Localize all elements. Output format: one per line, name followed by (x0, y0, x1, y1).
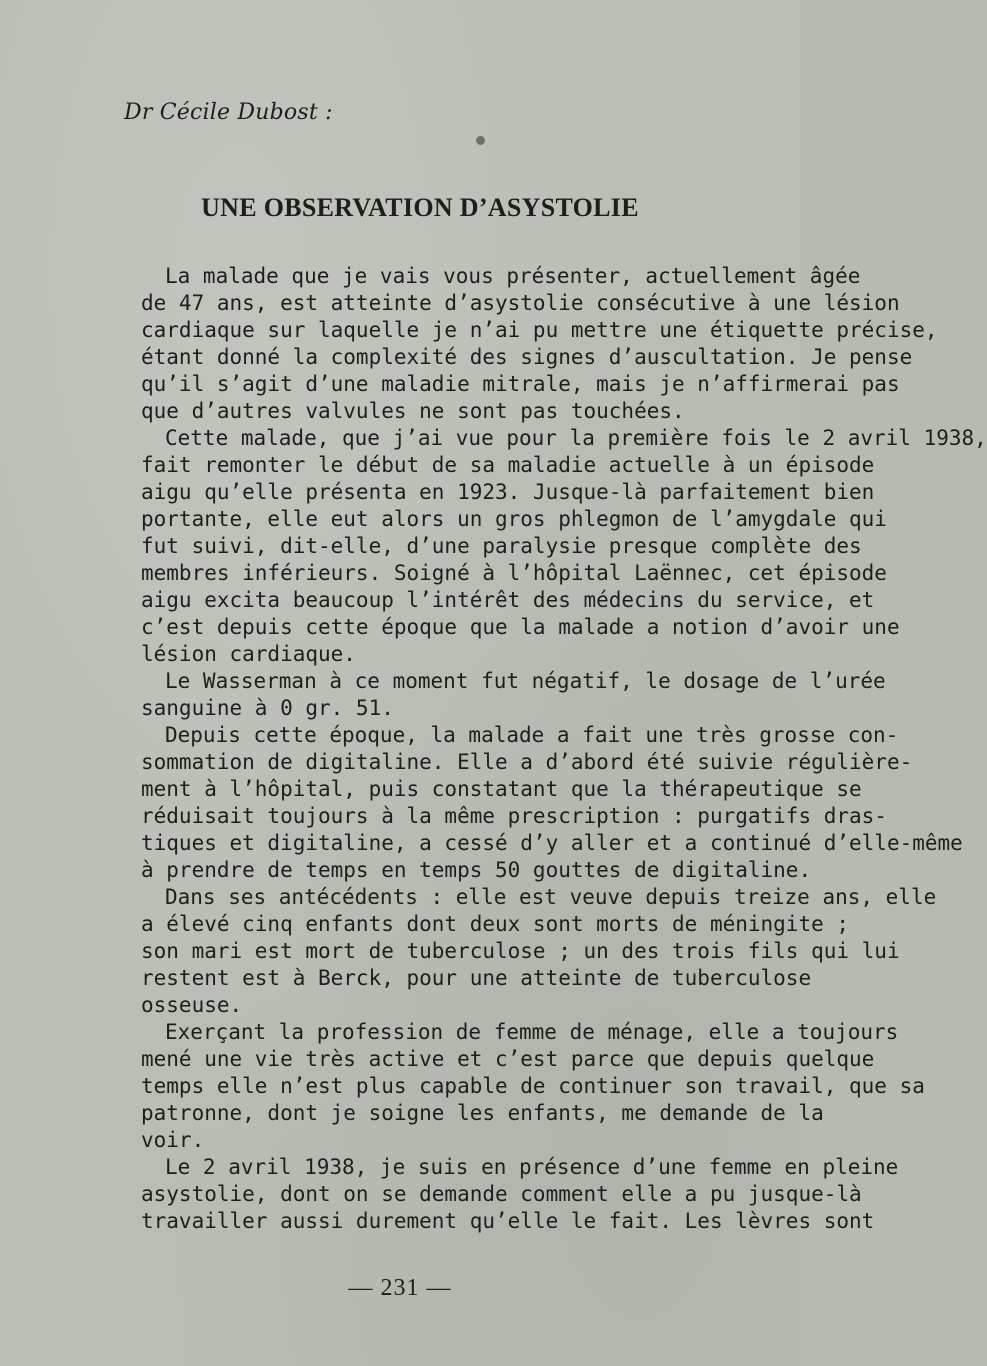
ink-speck (476, 136, 485, 145)
text-line: sommation de digitaline. Elle a d’abord été suivie régulière- (141, 750, 913, 774)
text-line: patronne, dont je soigne les enfants, me demande de la (141, 1101, 824, 1125)
page-number: — 231 — (348, 1275, 452, 1301)
text-line: qu’il s’agit d’une maladie mitrale, mais je n’affirmerai pas (141, 372, 900, 396)
article-title: UNE OBSERVATION D’ASYSTOLIE (201, 193, 639, 222)
text-line: son mari est mort de tuberculose ; un des trois fils qui lui (141, 939, 900, 963)
text-line: de 47 ans, est atteinte d’asystolie consécutive à une lésion (141, 291, 900, 315)
text-line: c’est depuis cette époque que la malade a notion d’avoir une (141, 615, 900, 639)
text-line: voir. (141, 1128, 205, 1152)
text-line: cardiaque sur laquelle je n’ai pu mettre une étiquette précise, (141, 318, 938, 342)
text-line: à prendre de temps en temps 50 gouttes de digitaline. (141, 858, 812, 882)
text-line: que d’autres valvules ne sont pas touchées. (141, 399, 685, 423)
text-line: Le 2 avril 1938, je suis en présence d’une femme en pleine (165, 1155, 899, 1179)
text-line: temps elle n’est plus capable de continuer son travail, que sa (141, 1074, 925, 1098)
article-body (141, 263, 987, 1235)
text-line: lésion cardiaque. (141, 642, 356, 666)
text-line: Cette malade, que j’ai vue pour la première fois le 2 avril 1938, (165, 426, 987, 450)
text-line: osseuse. (141, 993, 243, 1017)
author-heading: Dr Cécile Dubost : (124, 100, 333, 125)
text-line: sanguine à 0 gr. 51. (141, 696, 394, 720)
text-line: asystolie, dont on se demande comment elle a pu jusque-là (141, 1182, 862, 1206)
text-line: réduisait toujours à la même prescription : purgatifs dras- (141, 804, 887, 828)
text-line: Depuis cette époque, la malade a fait une très grosse con- (165, 723, 899, 747)
text-line: ment à l’hôpital, puis constatant que la thérapeutique se (141, 777, 862, 801)
text-line: membres inférieurs. Soigné à l’hôpital Laënnec, cet épisode (141, 561, 887, 585)
text-line: restent est à Berck, pour une atteinte de tuberculose (141, 966, 812, 990)
text-line: Le Wasserman à ce moment fut négatif, le dosage de l’urée (165, 669, 886, 693)
text-line: étant donné la complexité des signes d’auscultation. Je pense (141, 345, 913, 369)
text-line: fait remonter le début de sa maladie actuelle à un épisode (141, 453, 875, 477)
text-line: tiques et digitaline, a cessé d’y aller et a continué d’elle-même (141, 831, 963, 855)
text-line: a élevé cinq enfants dont deux sont morts de méningite ; (141, 912, 850, 936)
text-line: portante, elle eut alors un gros phlegmon de l’amygdale qui (141, 507, 887, 531)
text-line: Dans ses antécédents : elle est veuve depuis treize ans, elle (165, 885, 937, 909)
text-line: Exerçant la profession de femme de ménage, elle a toujours (165, 1020, 899, 1044)
text-line: La malade que je vais vous présenter, actuellement âgée (165, 264, 861, 288)
text-line: travailler aussi durement qu’elle le fait. Les lèvres sont (141, 1209, 875, 1233)
text-line: mené une vie très active et c’est parce que depuis quelque (141, 1047, 875, 1071)
text-line: aigu qu’elle présenta en 1923. Jusque-là parfaitement bien (141, 480, 875, 504)
text-line: fut suivi, dit-elle, d’une paralysie presque complète des (141, 534, 862, 558)
text-line: aigu excita beaucoup l’intérêt des médecins du service, et (141, 588, 875, 612)
